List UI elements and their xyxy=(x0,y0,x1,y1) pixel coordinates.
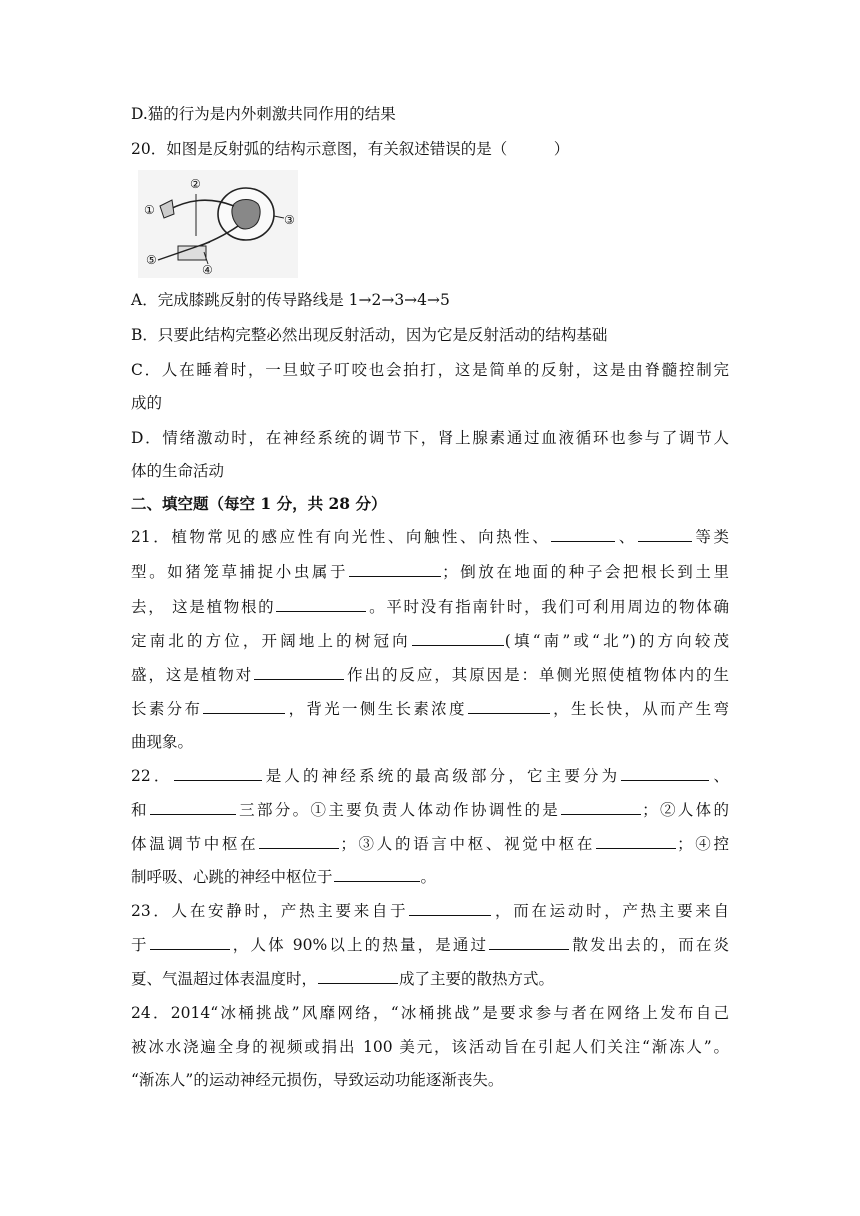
q20-option-a: A．完成膝跳反射的传导路线是 1→2→3→4→5 xyxy=(131,291,450,309)
blank xyxy=(551,527,615,542)
q21-line1: 21．植物常见的感应性有向光性、向触性、向热性、 、 等类 xyxy=(131,528,729,546)
blank xyxy=(254,665,344,680)
blank xyxy=(561,800,641,815)
label-1: ① xyxy=(144,203,155,217)
blank xyxy=(334,867,420,882)
q21-line2: 型。如猪笼草捕捉小虫属于 ；倒放在地面的种子会把根长到土里 xyxy=(131,563,729,581)
q21-line5: 盛，这是植物对 作出的反应，其原因是：单侧光照使植物体内的生 xyxy=(131,666,729,684)
blank xyxy=(318,969,398,984)
q20-option-d-line2: 体的生命活动 xyxy=(131,462,225,480)
label-2: ② xyxy=(190,177,201,191)
blank xyxy=(150,800,236,815)
blank xyxy=(150,935,230,950)
q20-option-b: B．只要此结构完整必然出现反射活动，因为它是反射活动的结构基础 xyxy=(131,326,608,344)
label-3: ③ xyxy=(284,213,295,227)
q24-line2: 被冰水浇遍全身的视频或捐出 100 美元，该活动旨在引起人们关注“渐冻人”。 xyxy=(131,1038,729,1056)
q22-line4: 制呼吸、心跳的神经中枢位于 。 xyxy=(131,868,437,886)
q23-line3: 夏、气温超过体表温度时， 成了主要的散热方式。 xyxy=(131,970,555,988)
blank xyxy=(174,766,262,781)
label-5: ⑤ xyxy=(146,253,157,267)
q23-line1: 23．人在安静时，产热主要来自于 ，而在运动时，产热主要来自 xyxy=(131,902,729,920)
q20-option-c-line1: C．人在睡着时，一旦蚊子叮咬也会拍打，这是简单的反射，这是由脊髓控制完 xyxy=(131,361,729,379)
q20-stem: 20．如图是反射弧的结构示意图，有关叙述错误的是（ ） xyxy=(131,140,570,158)
q21-line7: 曲现象。 xyxy=(131,733,194,751)
q19-option-d: D.猫的行为是内外刺激共同作用的结果 xyxy=(131,105,396,123)
blank xyxy=(468,699,550,714)
q23-line2: 于 ，人体 90%以上的热量，是通过 散发出去的，而在炎 xyxy=(131,936,729,954)
section-title: 二、填空题（每空 1 分，共 28 分） xyxy=(131,494,387,513)
blank xyxy=(638,527,692,542)
blank xyxy=(349,562,441,577)
q21-line6: 长素分布 ，背光一侧生长素浓度 ，生长快，从而产生弯 xyxy=(131,700,729,718)
q24-line1: 24．2014“冰桶挑战”风靡网络，“冰桶挑战”是要求参与者在网络上发布自己 xyxy=(131,1004,729,1022)
blank xyxy=(596,834,676,849)
q22-line3: 体温调节中枢在 ；③人的语言中枢、视觉中枢在 ；④控 xyxy=(131,835,729,853)
blank xyxy=(409,901,491,916)
reflex-arc-figure xyxy=(138,170,298,278)
blank xyxy=(621,766,709,781)
blank xyxy=(489,935,569,950)
grey-matter xyxy=(232,200,260,230)
label-4: ④ xyxy=(202,263,213,277)
q21-line3: 去， 这是植物根的 。平时没有指南针时，我们可利用周边的物体确 xyxy=(131,598,729,616)
blank xyxy=(276,597,366,612)
q24-line3: “渐冻人”的运动神经元损伤，导致运动功能逐渐丧失。 xyxy=(131,1071,504,1089)
q22-line1: 22． 是人的神经系统的最高级部分，它主要分为 、 xyxy=(131,767,729,785)
q21-line4: 定南北的方位，开阔地上的树冠向 (填“南”或“北”)的方向较茂 xyxy=(131,632,729,650)
blank xyxy=(259,834,339,849)
blank xyxy=(412,631,504,646)
blank xyxy=(203,699,285,714)
q20-option-d-line1: D．情绪激动时，在神经系统的调节下，肾上腺素通过血液循环也参与了调节人 xyxy=(131,429,729,447)
q22-line2: 和 三部分。①主要负责人体动作协调性的是 ；②人体的 xyxy=(131,801,729,819)
q20-option-c-line2: 成的 xyxy=(131,394,163,412)
